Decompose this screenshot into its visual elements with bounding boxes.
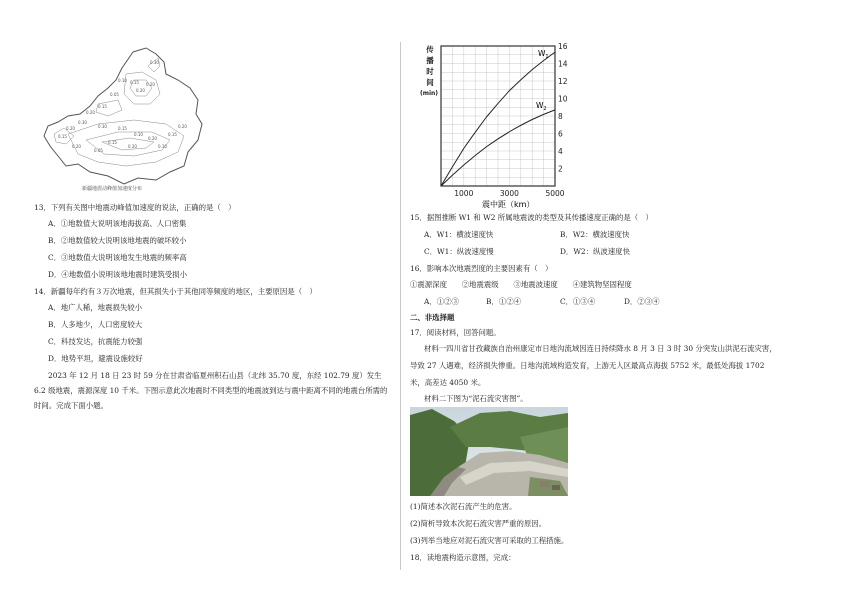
contour-label: 0.20 (128, 144, 137, 149)
w2-label: $W_2$ (536, 101, 547, 112)
section-heading-nonchoice: 二、非选择题 (410, 313, 455, 322)
contour-label: 0.20 (72, 144, 81, 149)
travel-time-chart (438, 40, 578, 210)
q14-option-d[interactable]: D．地势平坦，避震设施较好 (48, 354, 143, 363)
y-tick-label: 12 (558, 77, 568, 86)
column-divider (400, 42, 401, 570)
q18-stem: 18．读地震构造示意图，完成： (410, 553, 516, 562)
q17-material1: 材料一四川省甘孜藏族自治州康定市日地沟流域因连日持续降水 8 月 3 日 3 时 30 分突发山洪泥石流灾害，导致 27 人遇难，经济损失惨重。日地沟流域构造发育，上游无人区最高点海拔 5752 米，最低处海拔 1702 米，高差达 4050 米。 (410, 344, 777, 387)
map-outline (44, 48, 202, 184)
q17-sub1: (1)简述本次泥石流产生的危害。 (410, 502, 517, 511)
y-tick-label: 8 (558, 112, 563, 121)
xinjiang-map-figure (38, 44, 208, 194)
w1-label: $W_1$ (538, 49, 549, 60)
contour-label: 0.05 (110, 92, 119, 97)
q15-option-d[interactable]: D．W2：纵波速度快 (560, 247, 630, 256)
contour-label: 0.10 (134, 132, 143, 137)
contour-label: 0.20 (148, 136, 157, 141)
contour-label: 0.30 (150, 60, 159, 65)
q16-option-a[interactable]: A．①②③ (424, 297, 459, 306)
x-tick-label: 3000 (499, 189, 519, 198)
contour-label: 0.20 (136, 88, 145, 93)
contour-label: 0.10 (118, 78, 127, 83)
q13-option-b[interactable]: B．②地数值较大说明该地地震的破坏较小 (48, 236, 187, 245)
chart-ylabel: 传 播 时 间 (min) (419, 45, 439, 97)
y-tick-label: 16 (558, 42, 568, 51)
contour-label: 0.15 (98, 104, 107, 109)
contour-label: 0.15 (168, 132, 177, 137)
y-tick-label: 4 (558, 147, 563, 156)
contour-label: 0.05 (94, 148, 103, 153)
contour-label: 0.20 (66, 126, 75, 131)
y-tick-label: 6 (558, 129, 563, 139)
q16-option-c[interactable]: C．①③④ (560, 297, 596, 306)
q14-stem: 14．新疆每年约有３万次地震，但其损失小于其他同等频度的地区，主要原因是（ ） (34, 287, 317, 296)
debris-flow-photo (410, 407, 568, 496)
q16-stem: 16．影响本次地震烈度的主要因素有（ ） (410, 264, 553, 273)
q16-option-d[interactable]: D．②③④ (624, 297, 660, 306)
q17-sub3: (3)列举当地应对泥石流灾害可采取的工程措施。 (410, 536, 569, 545)
y-tick-label: 10 (558, 94, 568, 104)
contour-label: 0.15 (58, 134, 67, 139)
y-tick-label: 14 (558, 59, 568, 69)
q16-factors: ①震源深度 ②地震震级 ③地震波速度 ④建筑物坚固程度 (410, 280, 632, 289)
q14-option-a[interactable]: A．地广人稀，地震损失较小 (48, 303, 143, 312)
contour-label: 0.15 (130, 80, 139, 85)
q13-option-d[interactable]: D．④地数值小说明该地地震时建筑受损小 (48, 270, 187, 279)
q14-option-b[interactable]: B．人多地少，人口密度较大 (48, 320, 143, 329)
contour-label: 0.10 (158, 144, 167, 149)
contour-label: 0.15 (118, 126, 127, 131)
travel-time-chart-svg (438, 40, 578, 210)
q17-material2: 材料二下图为“泥石流灾害图”。 (424, 394, 528, 403)
q17-sub2: (2)简析导致本次泥石流灾害严重的原因。 (410, 519, 547, 528)
contour-label: 0.20 (146, 82, 155, 87)
q13-stem: 13．下列有关图中地震动峰值加速度的说法，正确的是（ ） (34, 203, 236, 212)
q13-option-a[interactable]: A．①地数值大说明该地海拔高、人口密集 (48, 219, 187, 228)
contour-label: 0.15 (108, 140, 117, 145)
xinjiang-contour-map (38, 44, 208, 194)
q17-stem: 17．阅读材料，回答问题。 (410, 328, 501, 337)
contour-label: 0.20 (178, 124, 187, 129)
contour-label: 0.30 (78, 120, 87, 125)
contour-label: 0.20 (86, 110, 95, 115)
chart-xlabel: 震中距（km） (482, 200, 535, 209)
q15-option-a[interactable]: A．W1：横波速度快 (424, 230, 494, 239)
q15-option-c[interactable]: C．W1：纵波速度慢 (424, 247, 494, 256)
q14-option-c[interactable]: C．科技发达，抗震能力较强 (48, 337, 143, 346)
y-tick-label: 2 (558, 164, 563, 174)
q13-option-c[interactable]: C．③地数值大说明该地发生地震的频率高 (48, 253, 187, 262)
intro-paragraph: 2023 年 12 月 18 日 23 时 59 分在甘肃省临夏州积石山县（北纬 35.70 度，东经 102.79 度）发生 6.2 级地震，震源深度 10 千米。下图示意此次地震时不同类型的地震波到达与震中距离不同的地震台所需的时间。完成下面小题。 (34, 371, 388, 410)
map-caption: 新疆地震动峰值加速度分布 (82, 186, 143, 192)
contour-label: 0.30 (98, 124, 107, 129)
q15-stem: 15．据图推断 W1 和 W2 所属地震波的类型及其传播速度正确的是（ ） (410, 213, 653, 222)
x-tick-label: 1000 (454, 189, 474, 198)
q16-option-b[interactable]: B．①②④ (486, 297, 521, 306)
q15-option-b[interactable]: B．W2：横波速度快 (560, 230, 630, 239)
x-tick-label: 5000 (545, 189, 565, 198)
